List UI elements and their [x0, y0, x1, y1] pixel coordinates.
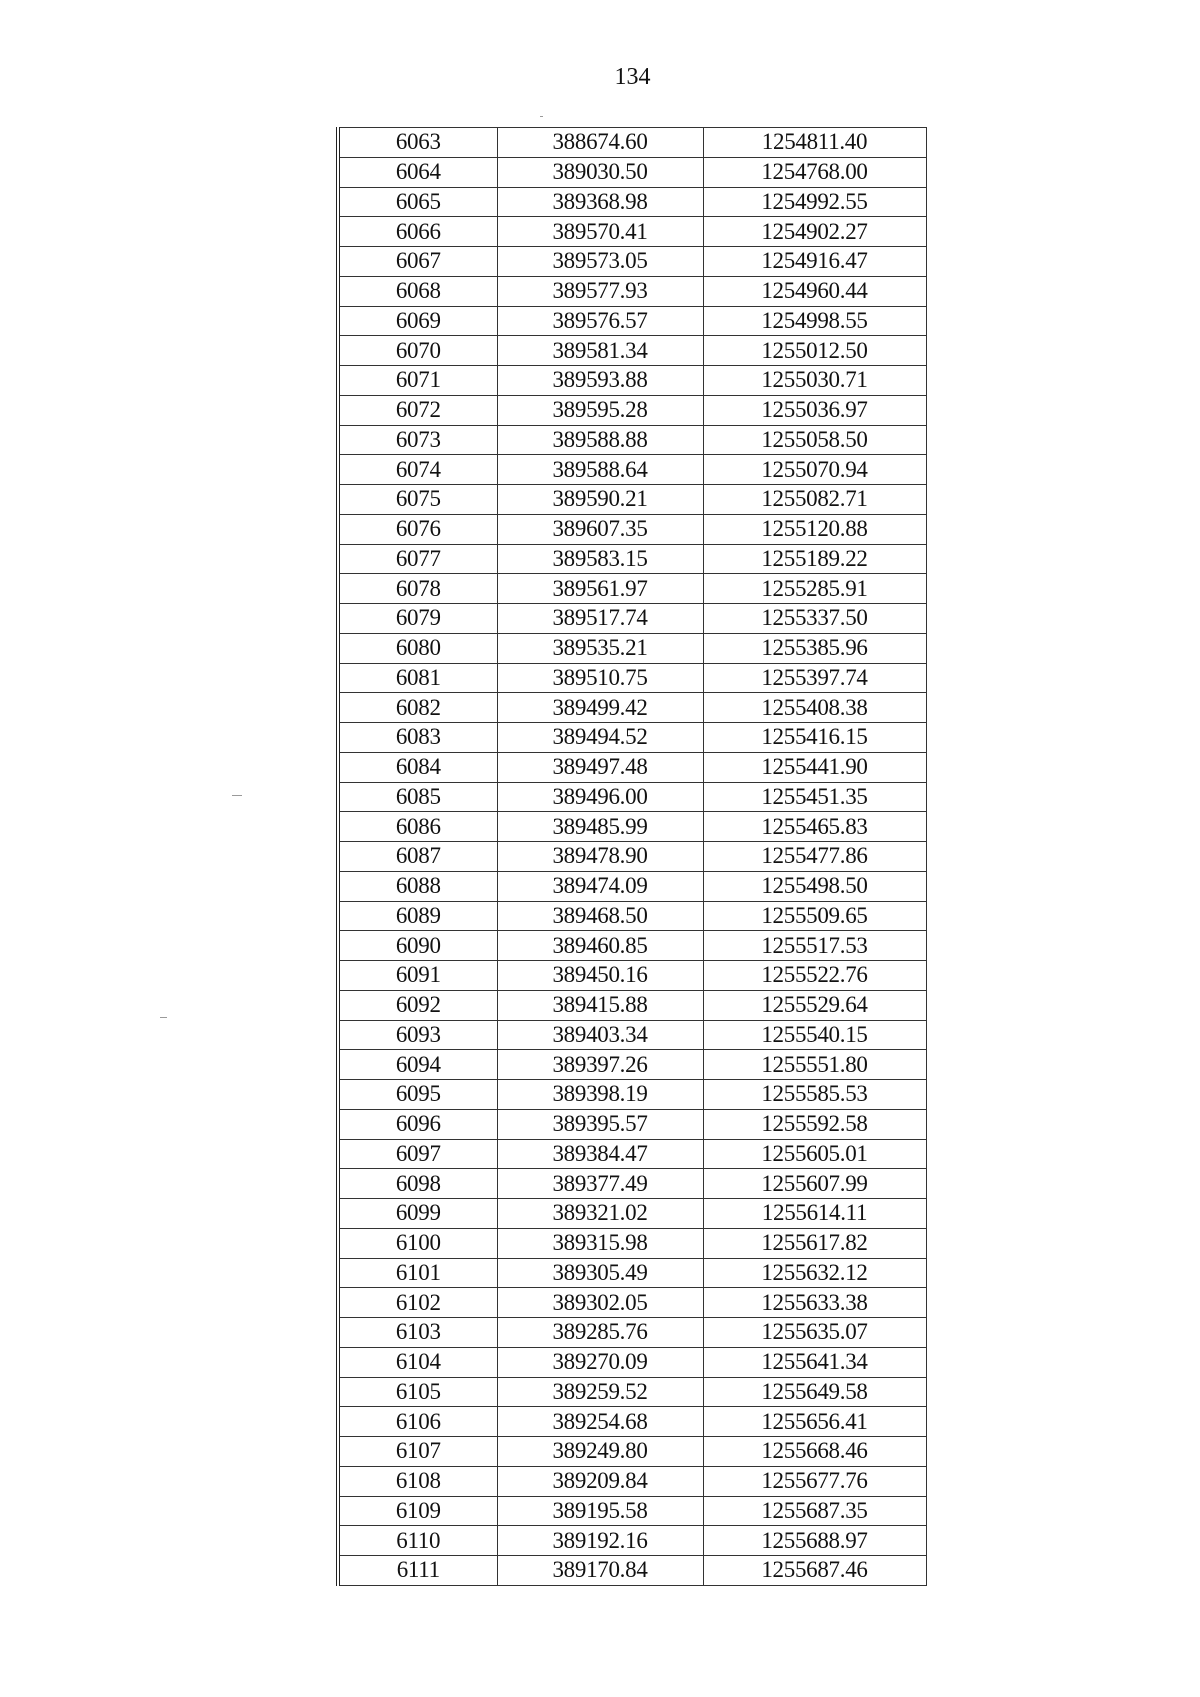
table-row [338, 931, 926, 961]
x-coordinate-cell: 389607.35 [497, 514, 703, 544]
y-coordinate-cell: 1255688.97 [703, 1526, 926, 1556]
x-coordinate-cell: 389030.50 [497, 157, 703, 187]
y-coordinate-cell: 1255551.80 [703, 1050, 926, 1080]
point-number-cell: 6078 [338, 574, 497, 604]
point-number-cell: 6102 [338, 1288, 497, 1318]
table-row [338, 1139, 926, 1169]
y-coordinate-cell: 1254916.47 [703, 247, 926, 277]
scan-speck [160, 1017, 167, 1018]
point-number-cell: 6097 [338, 1139, 497, 1169]
point-number-cell: 6110 [338, 1526, 497, 1556]
table-row [338, 1020, 926, 1050]
x-coordinate-cell: 389368.98 [497, 187, 703, 217]
x-coordinate-cell: 389395.57 [497, 1109, 703, 1139]
y-coordinate-cell: 1255635.07 [703, 1318, 926, 1348]
x-coordinate-cell: 389497.48 [497, 752, 703, 782]
y-coordinate-cell: 1255189.22 [703, 544, 926, 574]
table-row [338, 306, 926, 336]
x-coordinate-cell: 389576.57 [497, 306, 703, 336]
x-coordinate-cell: 389478.90 [497, 842, 703, 872]
x-coordinate-cell: 389535.21 [497, 633, 703, 663]
point-number-cell: 6079 [338, 604, 497, 634]
y-coordinate-cell: 1255607.99 [703, 1169, 926, 1199]
point-number-cell: 6109 [338, 1496, 497, 1526]
point-number-cell: 6071 [338, 366, 497, 396]
y-coordinate-cell: 1255408.38 [703, 693, 926, 723]
table-row [338, 1526, 926, 1556]
y-coordinate-cell: 1255058.50 [703, 425, 926, 455]
y-coordinate-cell: 1255337.50 [703, 604, 926, 634]
table-row [338, 1169, 926, 1199]
y-coordinate-cell: 1255477.86 [703, 842, 926, 872]
table-row [338, 723, 926, 753]
x-coordinate-cell: 389384.47 [497, 1139, 703, 1169]
scan-speck [232, 795, 242, 796]
point-number-cell: 6065 [338, 187, 497, 217]
scan-speck [540, 116, 543, 117]
table-row [338, 1199, 926, 1229]
table-row [338, 247, 926, 277]
x-coordinate-cell: 389302.05 [497, 1288, 703, 1318]
table-row [338, 1258, 926, 1288]
y-coordinate-cell: 1255509.65 [703, 901, 926, 931]
y-coordinate-cell: 1254768.00 [703, 157, 926, 187]
point-number-cell: 6108 [338, 1466, 497, 1496]
x-coordinate-cell: 389510.75 [497, 663, 703, 693]
point-number-cell: 6082 [338, 693, 497, 723]
table-row [338, 336, 926, 366]
table-row [338, 276, 926, 306]
table-row [338, 128, 926, 158]
point-number-cell: 6103 [338, 1318, 497, 1348]
y-coordinate-cell: 1255614.11 [703, 1199, 926, 1229]
x-coordinate-cell: 389590.21 [497, 485, 703, 515]
point-number-cell: 6111 [338, 1556, 497, 1586]
x-coordinate-cell: 389573.05 [497, 247, 703, 277]
y-coordinate-cell: 1255012.50 [703, 336, 926, 366]
point-number-cell: 6100 [338, 1228, 497, 1258]
table-row [338, 663, 926, 693]
x-coordinate-cell: 389192.16 [497, 1526, 703, 1556]
x-coordinate-cell: 389460.85 [497, 931, 703, 961]
x-coordinate-cell: 389593.88 [497, 366, 703, 396]
point-number-cell: 6069 [338, 306, 497, 336]
table-row [338, 187, 926, 217]
point-number-cell: 6068 [338, 276, 497, 306]
point-number-cell: 6070 [338, 336, 497, 366]
y-coordinate-cell: 1255285.91 [703, 574, 926, 604]
y-coordinate-cell: 1255585.53 [703, 1080, 926, 1110]
table-row [338, 1109, 926, 1139]
y-coordinate-cell: 1254992.55 [703, 187, 926, 217]
y-coordinate-cell: 1254960.44 [703, 276, 926, 306]
table-row [338, 693, 926, 723]
page-number: 134 [614, 64, 651, 90]
x-coordinate-cell: 389285.76 [497, 1318, 703, 1348]
y-coordinate-cell: 1255465.83 [703, 812, 926, 842]
table-row [338, 1466, 926, 1496]
x-coordinate-cell: 389588.64 [497, 455, 703, 485]
point-number-cell: 6107 [338, 1437, 497, 1467]
x-coordinate-cell: 389581.34 [497, 336, 703, 366]
point-number-cell: 6099 [338, 1199, 497, 1229]
table-row [338, 574, 926, 604]
point-number-cell: 6067 [338, 247, 497, 277]
y-coordinate-cell: 1255656.41 [703, 1407, 926, 1437]
y-coordinate-cell: 1255522.76 [703, 961, 926, 991]
table-row [338, 1288, 926, 1318]
table-row [338, 1556, 926, 1586]
table-row [338, 425, 926, 455]
point-number-cell: 6092 [338, 990, 497, 1020]
point-number-cell: 6091 [338, 961, 497, 991]
y-coordinate-cell: 1255592.58 [703, 1109, 926, 1139]
table-row [338, 157, 926, 187]
point-number-cell: 6075 [338, 485, 497, 515]
x-coordinate-cell: 389415.88 [497, 990, 703, 1020]
point-number-cell: 6090 [338, 931, 497, 961]
point-number-cell: 6094 [338, 1050, 497, 1080]
table-row [338, 485, 926, 515]
point-number-cell: 6084 [338, 752, 497, 782]
table-row [338, 395, 926, 425]
table-row [338, 1080, 926, 1110]
y-coordinate-cell: 1254902.27 [703, 217, 926, 247]
table-row [338, 871, 926, 901]
point-number-cell: 6106 [338, 1407, 497, 1437]
x-coordinate-cell: 389474.09 [497, 871, 703, 901]
table-row [338, 1496, 926, 1526]
y-coordinate-cell: 1255677.76 [703, 1466, 926, 1496]
x-coordinate-cell: 389259.52 [497, 1377, 703, 1407]
table-row [338, 366, 926, 396]
point-number-cell: 6088 [338, 871, 497, 901]
y-coordinate-cell: 1255416.15 [703, 723, 926, 753]
y-coordinate-cell: 1255070.94 [703, 455, 926, 485]
point-number-cell: 6074 [338, 455, 497, 485]
point-number-cell: 6098 [338, 1169, 497, 1199]
y-coordinate-cell: 1255397.74 [703, 663, 926, 693]
point-number-cell: 6066 [338, 217, 497, 247]
table-row [338, 604, 926, 634]
y-coordinate-cell: 1255540.15 [703, 1020, 926, 1050]
x-coordinate-cell: 389561.97 [497, 574, 703, 604]
table-row [338, 1407, 926, 1437]
table-row [338, 961, 926, 991]
table-row [338, 1377, 926, 1407]
x-coordinate-cell: 389398.19 [497, 1080, 703, 1110]
y-coordinate-cell: 1255687.35 [703, 1496, 926, 1526]
x-coordinate-cell: 389305.49 [497, 1258, 703, 1288]
y-coordinate-cell: 1255649.58 [703, 1377, 926, 1407]
x-coordinate-cell: 389403.34 [497, 1020, 703, 1050]
table-row [338, 1228, 926, 1258]
point-number-cell: 6083 [338, 723, 497, 753]
y-coordinate-cell: 1255441.90 [703, 752, 926, 782]
table-row [338, 901, 926, 931]
point-number-cell: 6086 [338, 812, 497, 842]
x-coordinate-cell: 389485.99 [497, 812, 703, 842]
x-coordinate-cell: 389377.49 [497, 1169, 703, 1199]
y-coordinate-cell: 1255120.88 [703, 514, 926, 544]
point-number-cell: 6101 [338, 1258, 497, 1288]
coordinates-table-body [338, 128, 926, 1586]
table-row [338, 455, 926, 485]
table-row [338, 752, 926, 782]
y-coordinate-cell: 1254998.55 [703, 306, 926, 336]
table-row [338, 1318, 926, 1348]
x-coordinate-cell: 389450.16 [497, 961, 703, 991]
y-coordinate-cell: 1255498.50 [703, 871, 926, 901]
y-coordinate-cell: 1255605.01 [703, 1139, 926, 1169]
point-number-cell: 6080 [338, 633, 497, 663]
point-number-cell: 6063 [338, 128, 497, 158]
y-coordinate-cell: 1255082.71 [703, 485, 926, 515]
point-number-cell: 6105 [338, 1377, 497, 1407]
y-coordinate-cell: 1255687.46 [703, 1556, 926, 1586]
x-coordinate-cell: 389496.00 [497, 782, 703, 812]
x-coordinate-cell: 388674.60 [497, 128, 703, 158]
y-coordinate-cell: 1255030.71 [703, 366, 926, 396]
x-coordinate-cell: 389499.42 [497, 693, 703, 723]
point-number-cell: 6089 [338, 901, 497, 931]
x-coordinate-cell: 389583.15 [497, 544, 703, 574]
point-number-cell: 6093 [338, 1020, 497, 1050]
x-coordinate-cell: 389170.84 [497, 1556, 703, 1586]
table-row [338, 633, 926, 663]
point-number-cell: 6087 [338, 842, 497, 872]
x-coordinate-cell: 389468.50 [497, 901, 703, 931]
x-coordinate-cell: 389517.74 [497, 604, 703, 634]
point-number-cell: 6104 [338, 1347, 497, 1377]
point-number-cell: 6081 [338, 663, 497, 693]
y-coordinate-cell: 1255385.96 [703, 633, 926, 663]
x-coordinate-cell: 389494.52 [497, 723, 703, 753]
x-coordinate-cell: 389209.84 [497, 1466, 703, 1496]
point-number-cell: 6073 [338, 425, 497, 455]
x-coordinate-cell: 389588.88 [497, 425, 703, 455]
y-coordinate-cell: 1255633.38 [703, 1288, 926, 1318]
table-row [338, 544, 926, 574]
point-number-cell: 6095 [338, 1080, 497, 1110]
y-coordinate-cell: 1255529.64 [703, 990, 926, 1020]
table-row [338, 842, 926, 872]
y-coordinate-cell: 1255632.12 [703, 1258, 926, 1288]
y-coordinate-cell: 1255617.82 [703, 1228, 926, 1258]
point-number-cell: 6076 [338, 514, 497, 544]
x-coordinate-cell: 389195.58 [497, 1496, 703, 1526]
table-row [338, 812, 926, 842]
x-coordinate-cell: 389595.28 [497, 395, 703, 425]
x-coordinate-cell: 389270.09 [497, 1347, 703, 1377]
y-coordinate-cell: 1255668.46 [703, 1437, 926, 1467]
x-coordinate-cell: 389249.80 [497, 1437, 703, 1467]
table-row [338, 1050, 926, 1080]
table-row [338, 990, 926, 1020]
table-row [338, 1437, 926, 1467]
table-row [338, 514, 926, 544]
table-row [338, 782, 926, 812]
point-number-cell: 6077 [338, 544, 497, 574]
y-coordinate-cell: 1255451.35 [703, 782, 926, 812]
table-row [338, 1347, 926, 1377]
y-coordinate-cell: 1254811.40 [703, 128, 926, 158]
point-number-cell: 6064 [338, 157, 497, 187]
y-coordinate-cell: 1255036.97 [703, 395, 926, 425]
x-coordinate-cell: 389321.02 [497, 1199, 703, 1229]
point-number-cell: 6085 [338, 782, 497, 812]
table-row [338, 217, 926, 247]
y-coordinate-cell: 1255641.34 [703, 1347, 926, 1377]
point-number-cell: 6072 [338, 395, 497, 425]
coordinates-table [336, 127, 927, 1586]
x-coordinate-cell: 389315.98 [497, 1228, 703, 1258]
point-number-cell: 6096 [338, 1109, 497, 1139]
x-coordinate-cell: 389254.68 [497, 1407, 703, 1437]
x-coordinate-cell: 389397.26 [497, 1050, 703, 1080]
x-coordinate-cell: 389577.93 [497, 276, 703, 306]
y-coordinate-cell: 1255517.53 [703, 931, 926, 961]
x-coordinate-cell: 389570.41 [497, 217, 703, 247]
